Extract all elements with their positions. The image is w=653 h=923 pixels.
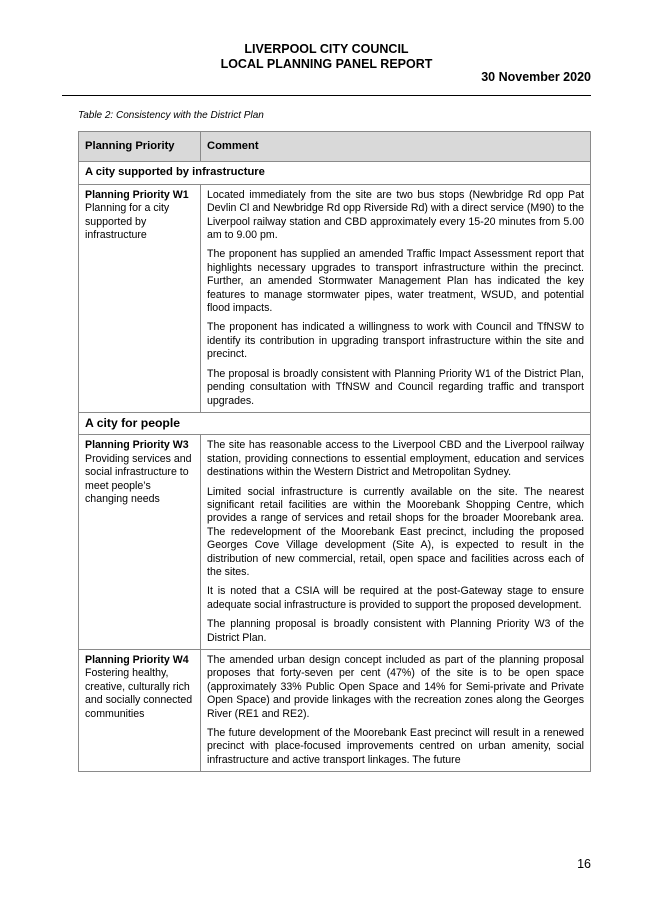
comment-paragraph: The amended urban design concept included as part of the planning proposal proposes that forty-seven per cent (47%) of the site is to be open space (approximately 33% Public Open Space and 14% for Semi-private and Private Open Space) and provide linkages with the recreation zones along the Georges River (RE1 and RE2).: [207, 654, 584, 720]
comment-cell: [201, 184, 591, 412]
comment-paragraph: It is noted that a CSIA will be required at the post-Gateway stage to ensure adequate social infrastructure is provided to support the proposed development.: [207, 585, 584, 611]
table-row: [79, 435, 591, 650]
priority-cell: [79, 650, 201, 772]
section-row: [79, 412, 591, 434]
table-row: [79, 650, 591, 772]
comment-paragraph: The future development of the Moorebank East precinct will result in a renewed precinct with place-focused improvements centred on urban amenity, social infrastructure and active transport linkages. The future: [207, 727, 584, 766]
comment-paragraph: The planning proposal is broadly consistent with Planning Priority W3 of the District Plan.: [207, 618, 584, 644]
comment-paragraph: The site has reasonable access to the Liverpool CBD and the Liverpool railway station, providing connections to essential employment, education and services destinations within the Western District and Metropolitan Sydney.: [207, 439, 584, 479]
comment-paragraph: Located immediately from the site are two bus stops (Newbridge Rd opp Pat Devlin Cl and Newbridge Rd opp Riverside Rd) with a direct service (M90) to the Liverpool railway station and CBD approximately every 15-20 minutes from 5.00 am to 9.00 pm.: [207, 188, 584, 242]
priority-description: Planning for a city supported by infrastructure: [85, 202, 170, 242]
priority-description: Fostering healthy, creative, culturally rich and socially connected communities: [85, 667, 193, 720]
priority-cell: [79, 184, 201, 412]
table-header-row: [79, 132, 591, 162]
comment-paragraph: The proposal is broadly consistent with Planning Priority W1 of the District Plan, pending consultation with TfNSW and Council regarding traffic and transport upgrades.: [207, 367, 584, 407]
comment-cell: [201, 435, 591, 650]
priority-description: Providing services and social infrastructure to meet people’s changing needs: [85, 452, 192, 505]
section-title: A city for people: [79, 412, 591, 434]
priority-label: Planning Priority W4: [85, 654, 189, 666]
district-plan-table: [78, 131, 591, 772]
priority-cell: [79, 435, 201, 650]
report-header: [0, 42, 653, 72]
col-header-priority: Planning Priority: [79, 132, 201, 162]
section-row: [79, 162, 591, 184]
table-caption: Table 2: Consistency with the District Plan: [78, 110, 264, 121]
col-header-comment: Comment: [201, 132, 591, 162]
council-name: LIVERPOOL CITY COUNCIL: [244, 42, 409, 56]
priority-label: Planning Priority W1: [85, 188, 189, 201]
priority-label: Planning Priority W3: [85, 439, 189, 452]
comment-paragraph: The proponent has indicated a willingness to work with Council and TfNSW to identify its contribution in upgrading transport infrastructure within the site and precinct.: [207, 321, 584, 361]
table-row: [79, 184, 591, 412]
report-date: 30 November 2020: [481, 70, 591, 84]
page-number: 16: [577, 857, 591, 871]
comment-cell: [201, 650, 591, 772]
comment-paragraph: Limited social infrastructure is currently available on the site. The nearest significant retail facilities are within the Moorebank Shopping Centre, which provides a range of services and retail shops for the broader Moorebank area. The redevelopment of the Moorebank East precinct, including the proposed Georges Cove Village development (Site A), is expected to result in the distribution of new commercial, retail, open space and facilities across each of the sites.: [207, 485, 584, 578]
section-title: A city supported by infrastructure: [79, 162, 591, 184]
report-title: LOCAL PLANNING PANEL REPORT: [220, 57, 433, 71]
header-divider: [62, 95, 591, 96]
comment-paragraph: The proponent has supplied an amended Traffic Impact Assessment report that highlights necessary upgrades to transport infrastructure within the precinct. Further, an amended Stormwater Management Plan has indicated the key features to manage stormwater pipes, water treatment, WSUD, and potential flood impacts.: [207, 248, 584, 315]
